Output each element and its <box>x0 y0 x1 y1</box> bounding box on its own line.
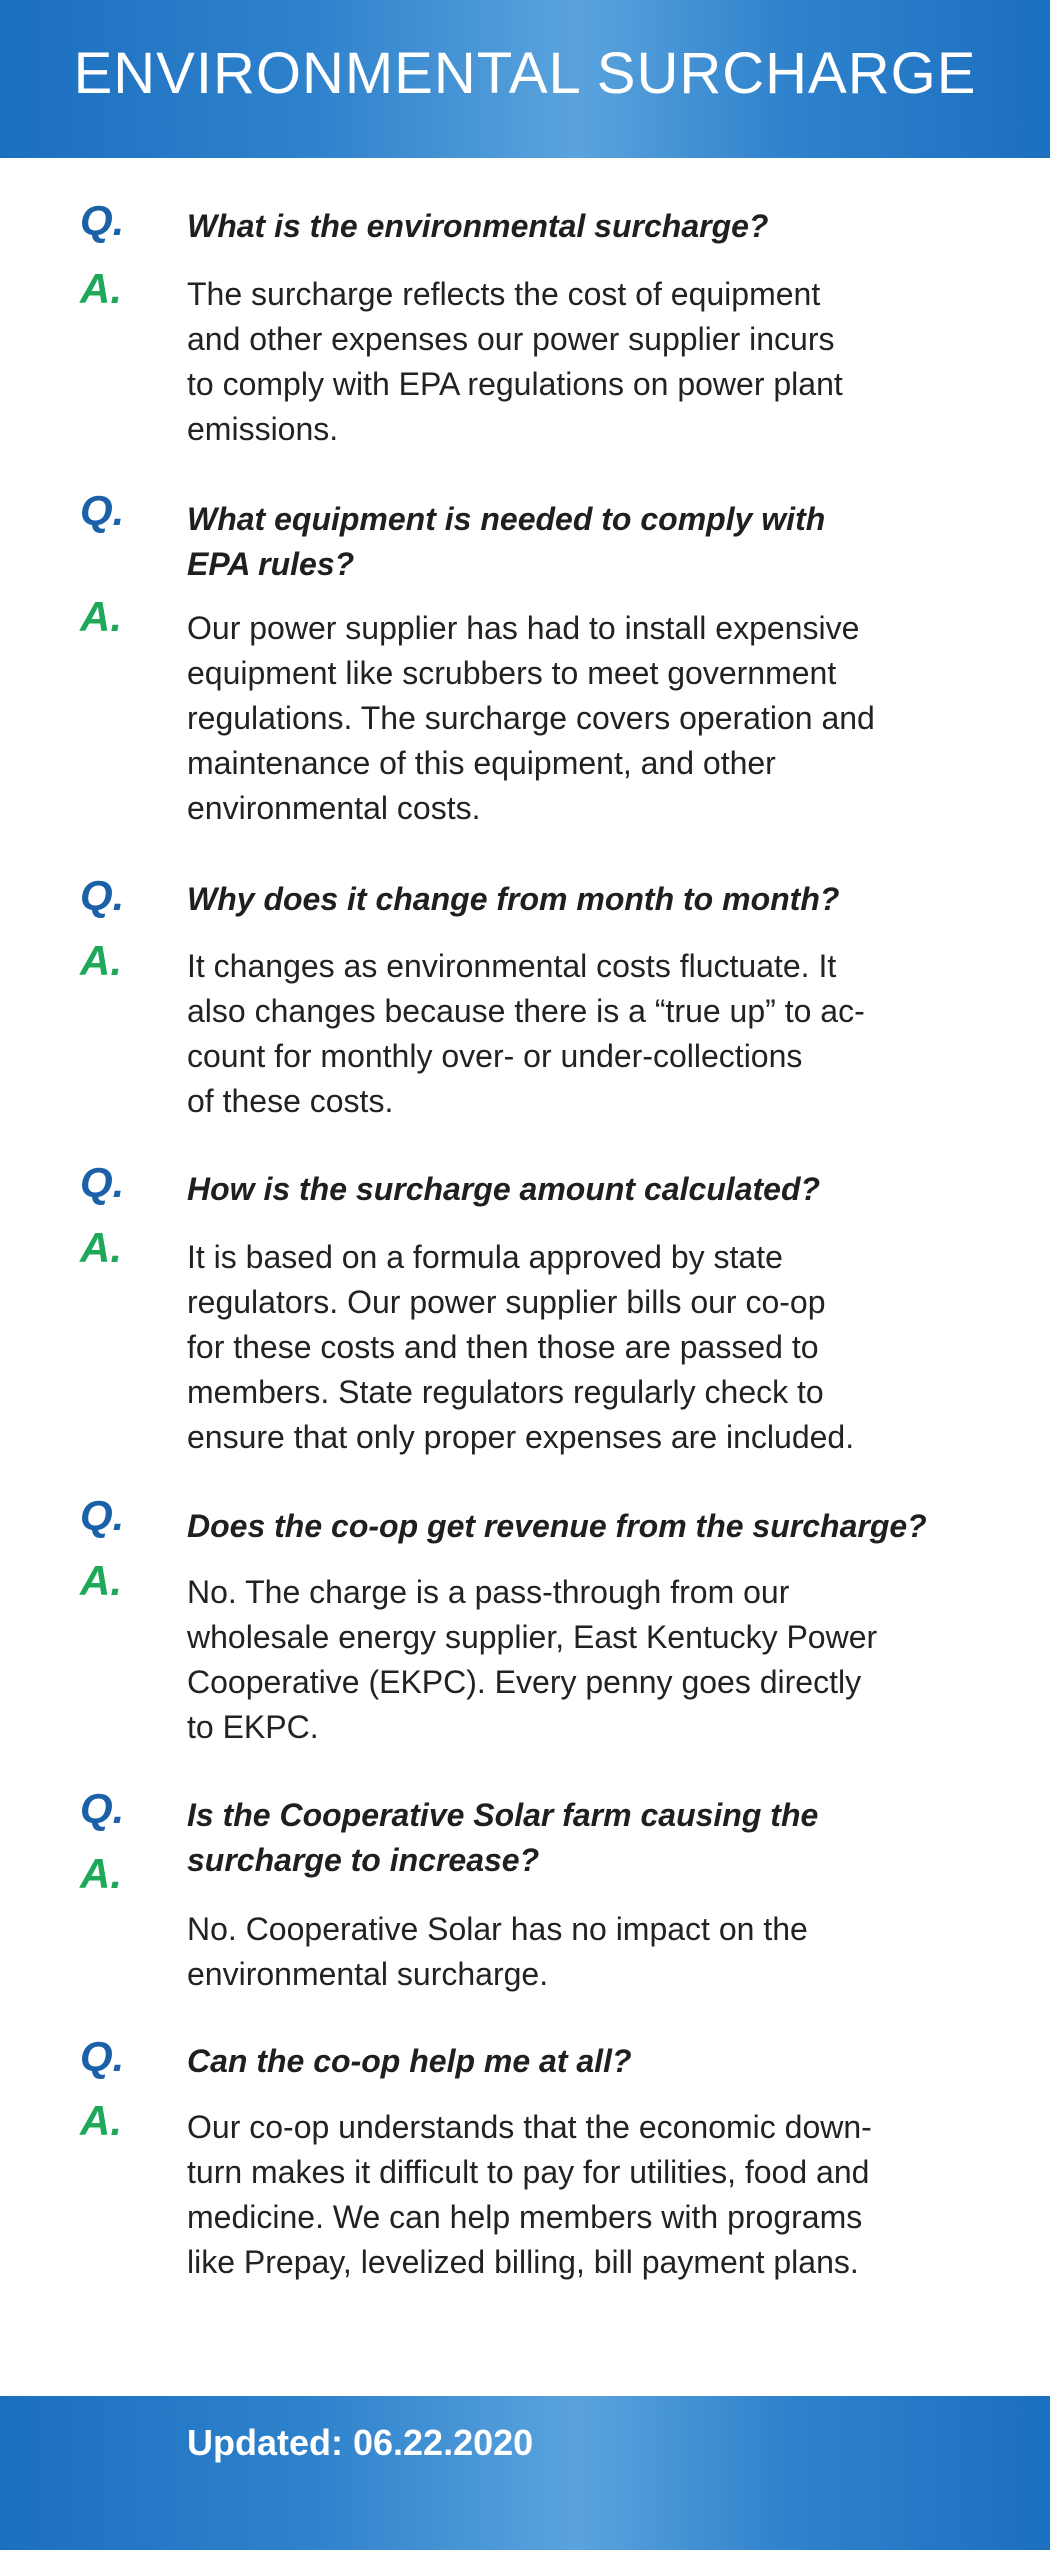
faq-answer: Our power supplier has had to install expensive equipment like scrubbers to meet government regulations. The surcharge covers operation and maintenance of this equipment, and other environmental costs. <box>187 610 875 826</box>
faq-answer: The surcharge reflects the cost of equipment and other expenses our power supplier incurs to comply with EPA regulations on power plant emissions. <box>187 276 843 447</box>
question-marker: Q. <box>80 1492 125 1539</box>
answer-marker: A. <box>80 937 122 984</box>
question-marker: Q. <box>80 1159 125 1206</box>
faq-question: Is the Cooperative Solar farm causing the surcharge to increase? <box>187 1797 819 1878</box>
faq-question: How is the surcharge amount calculated? <box>187 1171 821 1207</box>
question-marker: Q. <box>80 872 125 919</box>
faq-answer: It is based on a formula approved by state regulators. Our power supplier bills our co-op for these costs and then those are passed to members. State regulators regularly check to ensure that only proper expenses are included. <box>187 1239 855 1455</box>
answer-marker: A. <box>80 265 122 312</box>
faq-question: Does the co-op get revenue from the surcharge? <box>187 1508 927 1544</box>
answer-marker: A. <box>80 1557 122 1604</box>
header-banner <box>0 0 1050 158</box>
updated-date: Updated: 06.22.2020 <box>187 2422 534 2463</box>
page-title: ENVIRONMENTAL SURCHARGE <box>73 40 977 106</box>
faq-question: What equipment is needed to comply with EPA rules? <box>187 501 826 582</box>
answer-marker: A. <box>80 593 122 640</box>
faq-answer: No. Cooperative Solar has no impact on the environmental surcharge. <box>187 1911 808 1992</box>
faq-answer: No. The charge is a pass-through from our wholesale energy supplier, East Kentucky Power Cooperative (EKPC). Every penny goes directly to EKPC. <box>187 1574 878 1745</box>
question-marker: Q. <box>80 2033 125 2080</box>
answer-marker: A. <box>80 1224 122 1271</box>
footer-banner <box>0 2396 1050 2550</box>
answer-marker: A. <box>80 2097 122 2144</box>
faq-question: Can the co-op help me at all? <box>187 2043 632 2079</box>
faq-answer: It changes as environmental costs fluctuate. It also changes because there is a “true up” to ac- count for monthly over- or under-collections of these costs. <box>187 948 865 1119</box>
question-marker: Q. <box>80 1785 125 1832</box>
question-marker: Q. <box>80 487 125 534</box>
question-marker: Q. <box>80 197 125 244</box>
faq-question: Why does it change from month to month? <box>187 881 840 917</box>
faq-question: What is the environmental surcharge? <box>187 208 769 244</box>
faq-answer: Our co-op understands that the economic down- turn makes it difficult to pay for utilities, food and medicine. We can help members with programs like Prepay, levelized billing, bill payment plans. <box>187 2109 872 2280</box>
answer-marker: A. <box>80 1850 122 1897</box>
